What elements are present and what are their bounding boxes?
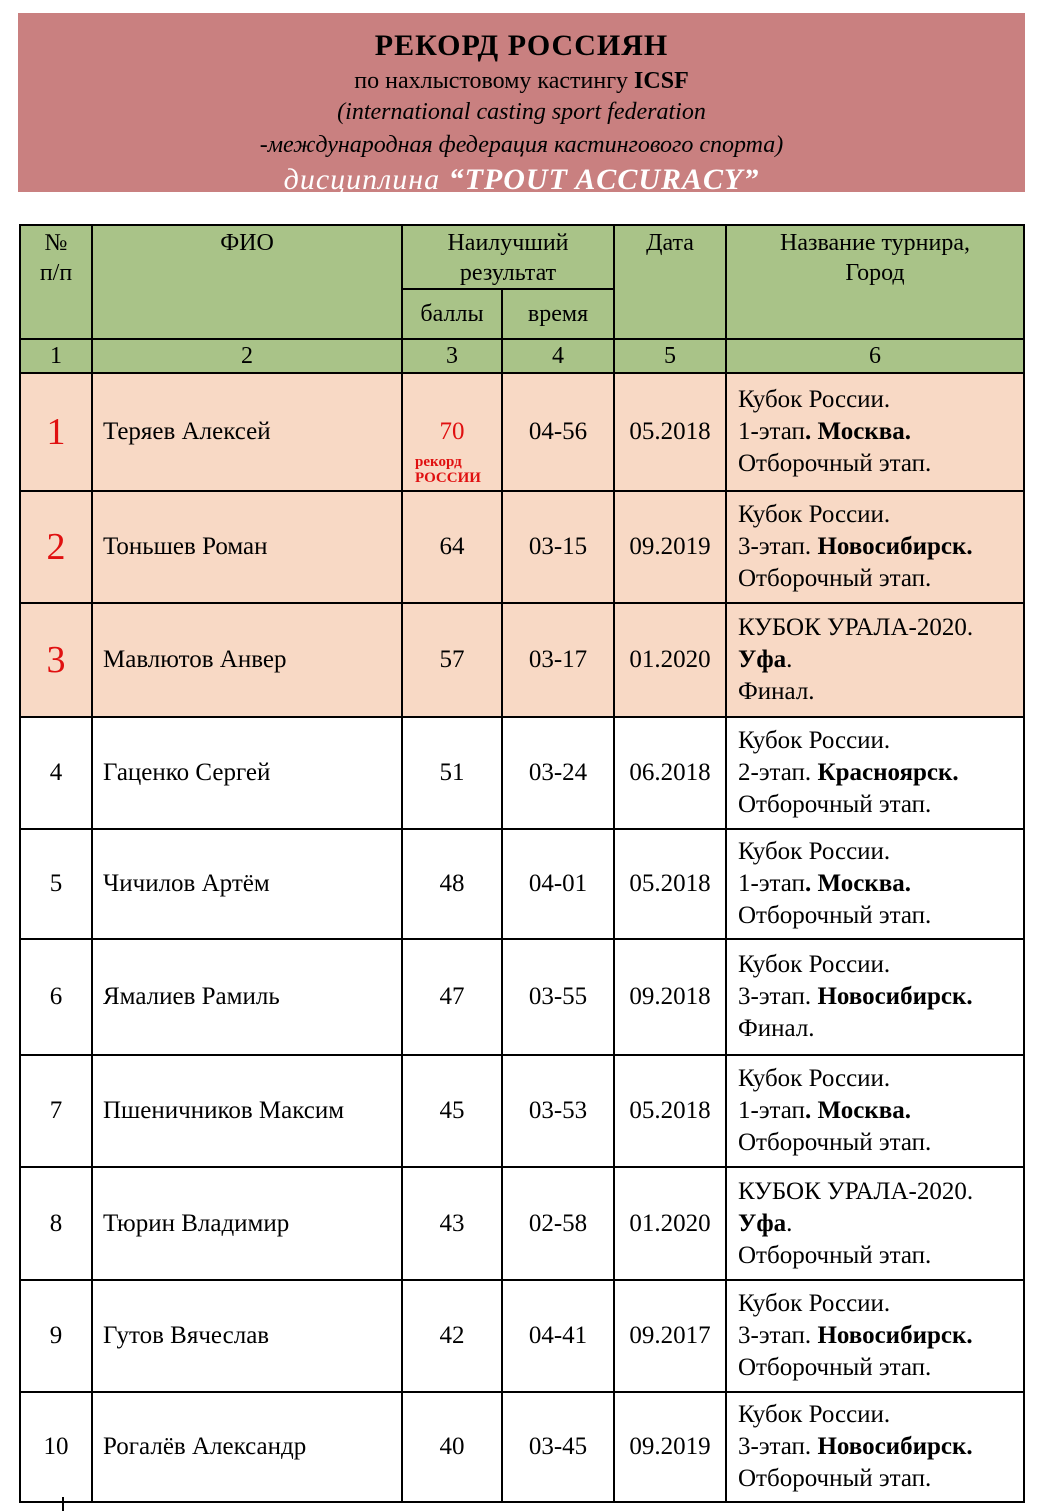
tournament-city: Новосибирск.: [817, 1433, 973, 1460]
tournament-line-1: Кубок России.: [738, 838, 891, 865]
tournament-line-1: Кубок России.: [738, 501, 891, 528]
rank-cell: 10: [20, 1392, 92, 1502]
tournament-cell: [726, 491, 1024, 603]
tournament-line-2: [738, 1431, 1023, 1463]
time-cell: 02-58: [502, 1167, 614, 1280]
tournament-line-3: Отборочный этап.: [738, 902, 932, 929]
tournament-stage: 3-этап.: [738, 1433, 818, 1460]
tournament-line-2: [738, 531, 1023, 563]
tournament-cell: [726, 1280, 1024, 1392]
tournament-line-1: Кубок России.: [738, 951, 891, 978]
tournament-stage: 2-этап.: [738, 759, 818, 786]
tournament-city: . Москва.: [804, 1097, 911, 1124]
points-cell: 42: [402, 1280, 502, 1392]
tournament-line-2: [738, 644, 1023, 676]
header-time: время: [502, 289, 614, 339]
tournament-cell: [726, 603, 1024, 717]
tournament-stage: 1-этап: [738, 418, 805, 445]
tournament-city-dot: .: [786, 646, 793, 673]
rank-cell: 3: [20, 603, 92, 717]
tournament-cell: [726, 373, 1024, 491]
tournament-line-3: Отборочный этап.: [738, 1241, 932, 1269]
tournament-line-3: Отборочный этап.: [738, 791, 932, 818]
tournament-stage: 3-этап.: [738, 1322, 818, 1349]
records-table-body: [20, 373, 1024, 1502]
column-number: 3: [402, 339, 502, 373]
table-row: [20, 717, 1024, 829]
tournament-line-2: [738, 868, 1023, 900]
records-table: [19, 224, 1025, 1503]
time-cell: 03-15: [502, 491, 614, 603]
header-num: [20, 225, 92, 339]
tournament-city-dot: .: [786, 1209, 793, 1237]
discipline-prefix: дисциплина: [283, 163, 449, 196]
name-cell: Тоньшев Роман: [92, 491, 402, 603]
header-name: ФИО: [92, 225, 402, 339]
tournament-line-2: [738, 757, 1023, 789]
tournament-line-1: Кубок России.: [738, 1401, 891, 1428]
page-title: РЕКОРД РОССИЯН: [374, 29, 669, 62]
tournament-stage: 3-этап.: [738, 533, 818, 560]
points-cell: 64: [402, 491, 502, 603]
name-cell: Теряев Алексей: [92, 373, 402, 491]
name-cell: Пшеничников Максим: [92, 1055, 402, 1167]
tournament-line-1: КУБОК УРАЛА-2020.: [738, 1177, 974, 1205]
subtitle-prefix: по нахлыстовому кастингу: [354, 68, 635, 94]
header-date: Дата: [614, 225, 726, 339]
rank-cell: 8: [20, 1167, 92, 1280]
column-number: 2: [92, 339, 402, 373]
date-cell: 06.2018: [614, 717, 726, 829]
date-cell: 09.2018: [614, 939, 726, 1055]
discipline-line: [18, 163, 1025, 197]
text-cursor: [62, 1497, 64, 1511]
time-cell: 03-53: [502, 1055, 614, 1167]
name-cell: Ямалиев Рамиль: [92, 939, 402, 1055]
name-cell: Мавлютов Анвер: [92, 603, 402, 717]
points-cell: 57: [402, 603, 502, 717]
time-cell: 04-41: [502, 1280, 614, 1392]
points-value: 70: [439, 418, 465, 445]
subtitle-org: ICSF: [634, 68, 689, 94]
tournament-line-2: [738, 1208, 1023, 1240]
time-cell: 03-45: [502, 1392, 614, 1502]
column-number: 4: [502, 339, 614, 373]
tournament-cell: [726, 1167, 1024, 1280]
date-cell: 05.2018: [614, 373, 726, 491]
title-banner: [18, 13, 1025, 196]
record-note: [415, 454, 485, 486]
header-tournament-label: Название турнира, Город: [780, 230, 970, 286]
tournament-stage: 3-этап.: [738, 983, 818, 1010]
tournament-stage: 1-этап: [738, 1097, 805, 1124]
tournament-line-3: Финал.: [738, 678, 815, 705]
date-cell: 05.2018: [614, 829, 726, 939]
rank-cell: 7: [20, 1055, 92, 1167]
header-best-result: [402, 225, 614, 289]
tournament-line-3: Отборочный этап.: [738, 1129, 932, 1156]
points-cell: 51: [402, 717, 502, 829]
tournament-city: . Москва.: [804, 418, 911, 445]
rank-cell: 4: [20, 717, 92, 829]
rank-cell: 6: [20, 939, 92, 1055]
tournament-city: Новосибирск.: [817, 1322, 973, 1349]
tournament-line-3: Отборочный этап.: [738, 1354, 932, 1381]
time-cell: 04-01: [502, 829, 614, 939]
tournament-line-3: Отборочный этап.: [738, 565, 932, 592]
tournament-line-1: Кубок России.: [738, 1290, 891, 1317]
tournament-line-2: [738, 981, 1023, 1013]
table-row: [20, 939, 1024, 1055]
tournament-cell: [726, 939, 1024, 1055]
table-row: [20, 373, 1024, 491]
time-cell: 03-17: [502, 603, 614, 717]
rank-cell: 5: [20, 829, 92, 939]
tournament-city: Новосибирск.: [817, 533, 973, 560]
tournament-city: . Москва.: [804, 870, 911, 897]
tournament-stage: 1-этап: [738, 870, 805, 897]
time-cell: 04-56: [502, 373, 614, 491]
tournament-line-1: КУБОК УРАЛА-2020.: [738, 614, 974, 641]
tournament-line-2: [738, 1320, 1023, 1352]
date-cell: 09.2017: [614, 1280, 726, 1392]
points-cell: 47: [402, 939, 502, 1055]
org-full-english: (international casting sport federation: [337, 99, 706, 125]
rank-cell: 9: [20, 1280, 92, 1392]
table-row: [20, 1392, 1024, 1502]
discipline-name: “TPOUT ACCURACY”: [448, 163, 760, 196]
column-number: 1: [20, 339, 92, 373]
tournament-cell: [726, 1055, 1024, 1167]
rank-cell: 2: [20, 491, 92, 603]
time-cell: 03-55: [502, 939, 614, 1055]
org-full-russian: -международная федерация кастингового спорта): [259, 132, 784, 158]
table-row: [20, 1167, 1024, 1280]
tournament-city: Уфа: [738, 1209, 787, 1237]
points-cell: 45: [402, 1055, 502, 1167]
points-cell: 43: [402, 1167, 502, 1280]
tournament-cell: [726, 829, 1024, 939]
tournament-line-1: Кубок России.: [738, 1065, 891, 1092]
tournament-line-1: Кубок России.: [738, 386, 891, 413]
header-points: баллы: [402, 289, 502, 339]
header-best-result-label: Наилучший результат: [447, 230, 569, 286]
table-row: [20, 1055, 1024, 1167]
tournament-line-3: Отборочный этап.: [738, 450, 932, 477]
table-row: [20, 491, 1024, 603]
date-cell: 05.2018: [614, 1055, 726, 1167]
points-cell: 40: [402, 1392, 502, 1502]
tournament-line-2: [738, 416, 1023, 448]
column-number: 6: [726, 339, 1024, 373]
tournament-city: Уфа: [738, 646, 787, 673]
tournament-cell: [726, 717, 1024, 829]
date-cell: 09.2019: [614, 491, 726, 603]
table-row: [20, 829, 1024, 939]
table-row: [20, 1280, 1024, 1392]
name-cell: Чичилов Артём: [92, 829, 402, 939]
date-cell: 09.2019: [614, 1392, 726, 1502]
tournament-city: Новосибирск.: [817, 983, 973, 1010]
table-row: [20, 603, 1024, 717]
name-cell: Тюрин Владимир: [92, 1167, 402, 1280]
tournament-line-1: Кубок России.: [738, 727, 891, 754]
tournament-cell: [726, 1392, 1024, 1502]
tournament-city: Красноярск.: [817, 759, 959, 786]
time-cell: 03-24: [502, 717, 614, 829]
name-cell: Гаценко Сергей: [92, 717, 402, 829]
rank-cell: 1: [20, 373, 92, 491]
page-subtitle: [18, 68, 1025, 95]
header-num-label: № п/п: [39, 230, 73, 286]
column-number: 5: [614, 339, 726, 373]
date-cell: 01.2020: [614, 603, 726, 717]
name-cell: Гутов Вячеслав: [92, 1280, 402, 1392]
points-cell: [402, 373, 502, 491]
tournament-line-3: Отборочный этап.: [738, 1465, 932, 1492]
header-tournament: [726, 225, 1024, 339]
tournament-line-2: [738, 1095, 1023, 1127]
record-note-text: рекорд РОССИИ: [415, 454, 481, 486]
name-cell: Рогалёв Александр: [92, 1392, 402, 1502]
tournament-line-3: Финал.: [738, 1015, 815, 1042]
date-cell: 01.2020: [614, 1167, 726, 1280]
points-cell: 48: [402, 829, 502, 939]
